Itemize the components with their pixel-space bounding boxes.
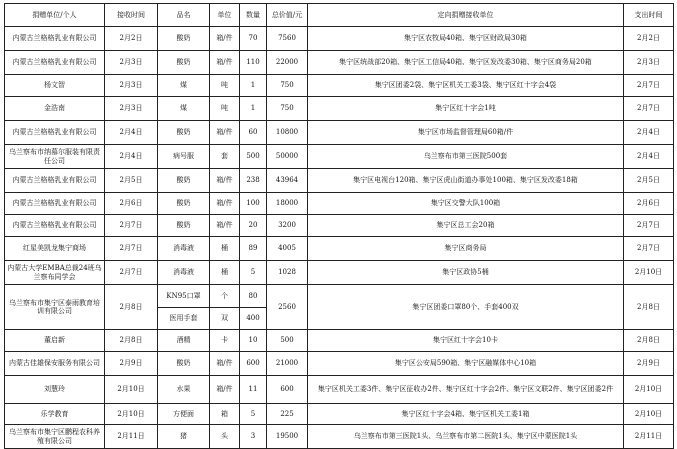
item-name-cell: 酸奶 bbox=[158, 27, 210, 51]
item-name-cell: 酸奶 bbox=[158, 121, 210, 145]
receive-date-cell: 2月4日 bbox=[105, 145, 158, 169]
total-value-cell: 750 bbox=[267, 75, 308, 97]
unit-cell: 套 bbox=[210, 145, 240, 169]
header-total-value: 总价值/元 bbox=[267, 4, 308, 27]
table-row bbox=[5, 121, 674, 145]
donor-cell: 内蒙古兰格格乳业有限公司 bbox=[5, 51, 105, 75]
destination-cell: 集宁区农牧局40箱、集宁区财政局30箱 bbox=[308, 27, 624, 51]
quantity-cell: 60 bbox=[240, 121, 267, 145]
destination-cell: 集宁区交警大队100箱 bbox=[308, 193, 624, 215]
destination-cell: 集宁区统战部20箱、集宁区工信局40箱、集宁区发改委30箱、集宁区商务局20箱 bbox=[308, 51, 624, 75]
total-value-cell: 750 bbox=[267, 97, 308, 121]
header-destination: 定向捐赠接收单位 bbox=[308, 4, 624, 27]
destination-cell: 集宁区团委口罩80个、手套400双 bbox=[308, 285, 624, 330]
table-row bbox=[5, 215, 674, 237]
total-value-cell: 10800 bbox=[267, 121, 308, 145]
destination-cell: 乌兰察布市第三医院500套 bbox=[308, 145, 624, 169]
receive-date-cell: 2月7日 bbox=[105, 215, 158, 237]
payout-date-cell: 2月7日 bbox=[624, 237, 674, 261]
quantity-cell: 5 bbox=[240, 261, 267, 285]
quantity-cell: 500 bbox=[240, 145, 267, 169]
header-unit: 单位 bbox=[210, 4, 240, 27]
donor-cell: 乌兰察布市集宁区泰雨教育培训有限公司 bbox=[5, 285, 105, 330]
destination-cell: 集宁区红十字会4箱、集宁区机关工委1箱 bbox=[308, 404, 624, 425]
quantity-cell: 100 bbox=[240, 193, 267, 215]
table-row bbox=[5, 237, 674, 261]
table-row bbox=[5, 97, 674, 121]
item-name-cell: 水果 bbox=[158, 376, 210, 404]
quantity-cell: 1 bbox=[240, 75, 267, 97]
donor-cell: 红星美凯龙集宁商场 bbox=[5, 237, 105, 261]
item-name-cell: 酸奶 bbox=[158, 51, 210, 75]
receive-date-cell: 2月7日 bbox=[105, 261, 158, 285]
destination-cell: 集宁区政协5桶 bbox=[308, 261, 624, 285]
total-value-cell: 18000 bbox=[267, 193, 308, 215]
item-name-cell: 方便面 bbox=[158, 404, 210, 425]
receive-date-cell: 2月7日 bbox=[105, 237, 158, 261]
donor-cell: 内蒙古兰格格乳业有限公司 bbox=[5, 193, 105, 215]
receive-date-cell: 2月10日 bbox=[105, 376, 158, 404]
total-value-cell: 3200 bbox=[267, 215, 308, 237]
unit-cell: 箱/件 bbox=[210, 121, 240, 145]
receive-date-cell: 2月4日 bbox=[105, 121, 158, 145]
payout-date-cell: 2月10日 bbox=[624, 376, 674, 404]
donor-cell: 乌兰察布市集宁区鹏程农科养殖有限公司 bbox=[5, 425, 105, 449]
total-value-cell: 22000 bbox=[267, 51, 308, 75]
table-row bbox=[5, 376, 674, 404]
payout-date-cell: 2月9日 bbox=[624, 352, 674, 376]
destination-cell: 集宁区电视台120箱、集宁区虎山街道办事处100箱、集宁区发改委18箱 bbox=[308, 169, 624, 193]
table-row bbox=[5, 51, 674, 75]
receive-date-cell: 2月3日 bbox=[105, 97, 158, 121]
table-row bbox=[5, 404, 674, 425]
payout-date-cell: 2月11日 bbox=[624, 425, 674, 449]
destination-cell: 集宁区商务局 bbox=[308, 237, 624, 261]
item-name-cell: KN95口罩 bbox=[158, 285, 210, 308]
destination-cell: 集宁区红十字会10卡 bbox=[308, 330, 624, 352]
receive-date-cell: 2月5日 bbox=[105, 169, 158, 193]
destination-cell: 集宁区机关工委3件、集宁区征收办2件、集宁区红十字会2件、集宁区文联2件、集宁区团委2件 bbox=[308, 376, 624, 404]
donor-cell: 刘慧玲 bbox=[5, 376, 105, 404]
unit-cell: 桶 bbox=[210, 237, 240, 261]
unit-cell: 箱/件 bbox=[210, 27, 240, 51]
destination-cell: 集宁区红十字会1吨 bbox=[308, 97, 624, 121]
table-row bbox=[5, 75, 674, 97]
total-value-cell: 21000 bbox=[267, 352, 308, 376]
table-row bbox=[5, 425, 674, 449]
total-value-cell: 500 bbox=[267, 330, 308, 352]
unit-cell: 箱/件 bbox=[210, 376, 240, 404]
total-value-cell: 1028 bbox=[267, 261, 308, 285]
payout-date-cell: 2月2日 bbox=[624, 27, 674, 51]
table-row bbox=[5, 27, 674, 51]
unit-cell: 箱/件 bbox=[210, 193, 240, 215]
header-receive-date: 接收时间 bbox=[105, 4, 158, 27]
unit-cell: 箱 bbox=[210, 404, 240, 425]
payout-date-cell: 2月7日 bbox=[624, 97, 674, 121]
total-value-cell: 19500 bbox=[267, 425, 308, 449]
donor-cell: 乌兰察布市纳慕尔服装有限责任公司 bbox=[5, 145, 105, 169]
quantity-cell: 89 bbox=[240, 237, 267, 261]
donor-cell: 金浩南 bbox=[5, 97, 105, 121]
payout-date-cell: 2月5日 bbox=[624, 169, 674, 193]
destination-cell: 集宁区市场监督管理局60箱/件 bbox=[308, 121, 624, 145]
table-row bbox=[5, 352, 674, 376]
receive-date-cell: 2月11日 bbox=[105, 425, 158, 449]
total-value-cell: 225 bbox=[267, 404, 308, 425]
header-donor: 捐赠单位/个人 bbox=[5, 4, 105, 27]
donor-cell: 董启新 bbox=[5, 330, 105, 352]
table-row bbox=[5, 285, 674, 308]
total-value-cell: 2560 bbox=[267, 285, 308, 330]
payout-date-cell: 2月3日 bbox=[624, 51, 674, 75]
table-row bbox=[5, 330, 674, 352]
unit-cell: 桶 bbox=[210, 261, 240, 285]
unit-cell: 双 bbox=[210, 307, 240, 330]
header-row bbox=[5, 4, 674, 27]
quantity-cell: 10 bbox=[240, 330, 267, 352]
donation-table-container bbox=[4, 3, 673, 449]
item-name-cell: 酸奶 bbox=[158, 215, 210, 237]
table-row bbox=[5, 261, 674, 285]
unit-cell: 箱/件 bbox=[210, 51, 240, 75]
donor-cell: 内蒙古佳雄保安服务有限公司 bbox=[5, 352, 105, 376]
item-name-cell: 酸奶 bbox=[158, 193, 210, 215]
total-value-cell: 600 bbox=[267, 376, 308, 404]
quantity-cell: 110 bbox=[240, 51, 267, 75]
destination-cell: 集宁区公安局590箱、集宁区融媒体中心10箱 bbox=[308, 352, 624, 376]
item-name-cell: 煤 bbox=[158, 75, 210, 97]
destination-cell: 集宁区团委2袋、集宁区机关工委3袋、集宁区红十字会4袋 bbox=[308, 75, 624, 97]
payout-date-cell: 2月4日 bbox=[624, 145, 674, 169]
item-name-cell: 病号服 bbox=[158, 145, 210, 169]
receive-date-cell: 2月2日 bbox=[105, 27, 158, 51]
quantity-cell: 238 bbox=[240, 169, 267, 193]
total-value-cell: 50000 bbox=[267, 145, 308, 169]
total-value-cell: 7560 bbox=[267, 27, 308, 51]
unit-cell: 吨 bbox=[210, 97, 240, 121]
item-name-cell: 酸奶 bbox=[158, 169, 210, 193]
quantity-cell: 70 bbox=[240, 27, 267, 51]
header-payout-date: 支出时间 bbox=[624, 4, 674, 27]
unit-cell: 个 bbox=[210, 285, 240, 308]
payout-date-cell: 2月10日 bbox=[624, 404, 674, 425]
donor-cell: 杨文智 bbox=[5, 75, 105, 97]
table-row bbox=[5, 169, 674, 193]
table-row bbox=[5, 193, 674, 215]
donor-cell: 内蒙古大学EMBA总裁24班乌兰察布同学会 bbox=[5, 261, 105, 285]
quantity-cell: 11 bbox=[240, 376, 267, 404]
unit-cell: 箱/件 bbox=[210, 215, 240, 237]
receive-date-cell: 2月8日 bbox=[105, 285, 158, 330]
header-quantity: 数量 bbox=[240, 4, 267, 27]
payout-date-cell: 2月4日 bbox=[624, 121, 674, 145]
payout-date-cell: 2月7日 bbox=[624, 75, 674, 97]
destination-cell: 乌兰察布市第三医院1头、乌兰察布市第二医院1头、集宁区中蒙医院1头 bbox=[308, 425, 624, 449]
donor-cell: 乐学教育 bbox=[5, 404, 105, 425]
donor-cell: 内蒙古兰格格乳业有限公司 bbox=[5, 169, 105, 193]
quantity-cell: 5 bbox=[240, 404, 267, 425]
donor-cell: 内蒙古兰格格乳业有限公司 bbox=[5, 215, 105, 237]
total-value-cell: 43964 bbox=[267, 169, 308, 193]
item-name-cell: 消毒液 bbox=[158, 237, 210, 261]
receive-date-cell: 2月8日 bbox=[105, 330, 158, 352]
unit-cell: 头 bbox=[210, 425, 240, 449]
quantity-cell: 80 bbox=[240, 285, 267, 308]
donor-cell: 内蒙古兰格格乳业有限公司 bbox=[5, 121, 105, 145]
total-value-cell: 4005 bbox=[267, 237, 308, 261]
item-name-cell: 酒精 bbox=[158, 330, 210, 352]
item-name-cell: 医用手套 bbox=[158, 307, 210, 330]
receive-date-cell: 2月3日 bbox=[105, 75, 158, 97]
quantity-cell: 600 bbox=[240, 352, 267, 376]
destination-cell: 集宁区总工会20箱 bbox=[308, 215, 624, 237]
payout-date-cell: 2月6日 bbox=[624, 193, 674, 215]
receive-date-cell: 2月9日 bbox=[105, 352, 158, 376]
quantity-cell: 3 bbox=[240, 425, 267, 449]
item-name-cell: 消毒液 bbox=[158, 261, 210, 285]
item-name-cell: 猪 bbox=[158, 425, 210, 449]
quantity-cell: 400 bbox=[240, 307, 267, 330]
table-body bbox=[5, 27, 674, 449]
receive-date-cell: 2月10日 bbox=[105, 404, 158, 425]
donation-table bbox=[4, 3, 674, 449]
item-name-cell: 煤 bbox=[158, 97, 210, 121]
payout-date-cell: 2月8日 bbox=[624, 285, 674, 330]
unit-cell: 箱/件 bbox=[210, 352, 240, 376]
unit-cell: 箱/件 bbox=[210, 169, 240, 193]
header-item-name: 品名 bbox=[158, 4, 210, 27]
payout-date-cell: 2月10日 bbox=[624, 261, 674, 285]
receive-date-cell: 2月6日 bbox=[105, 193, 158, 215]
quantity-cell: 1 bbox=[240, 97, 267, 121]
receive-date-cell: 2月3日 bbox=[105, 51, 158, 75]
payout-date-cell: 2月7日 bbox=[624, 215, 674, 237]
unit-cell: 吨 bbox=[210, 75, 240, 97]
quantity-cell: 20 bbox=[240, 215, 267, 237]
unit-cell: 卡 bbox=[210, 330, 240, 352]
donor-cell: 内蒙古兰格格乳业有限公司 bbox=[5, 27, 105, 51]
item-name-cell: 酸奶 bbox=[158, 352, 210, 376]
payout-date-cell: 2月8日 bbox=[624, 330, 674, 352]
table-row bbox=[5, 145, 674, 169]
